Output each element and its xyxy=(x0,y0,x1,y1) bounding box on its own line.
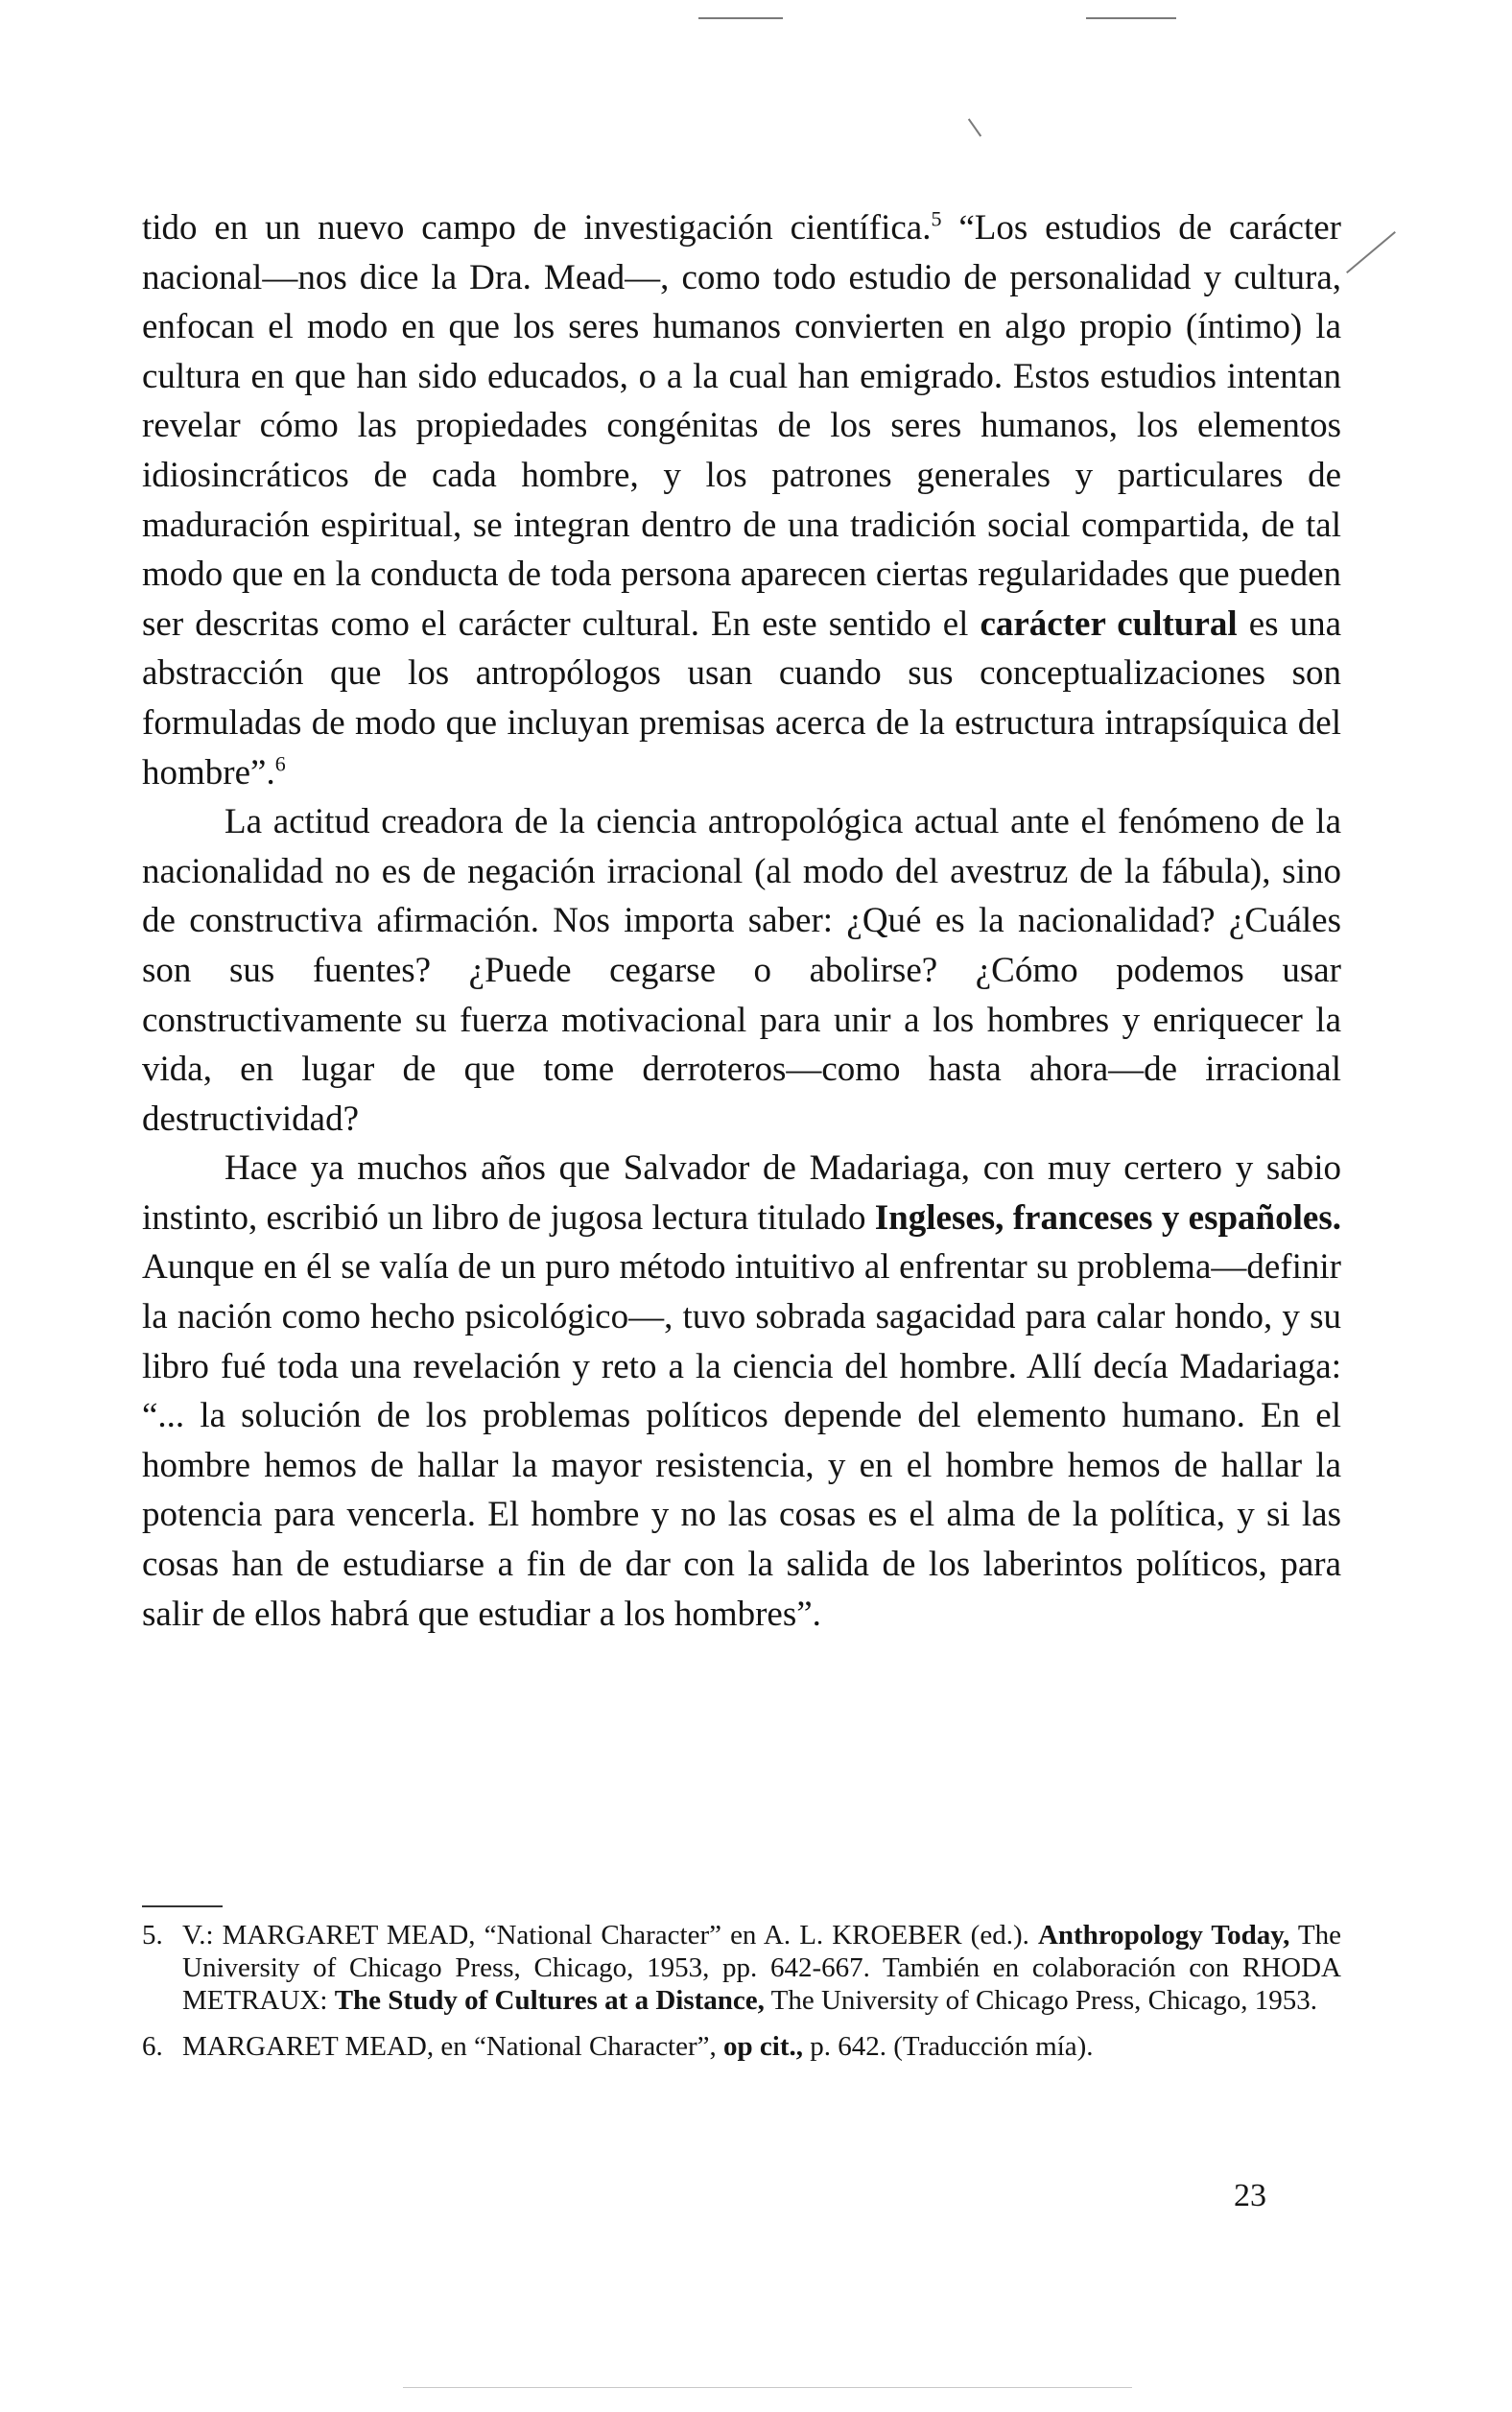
paragraph-1 xyxy=(142,203,1341,797)
scan-mark-bottom xyxy=(403,2387,1132,2388)
scan-mark-margin-check xyxy=(1346,231,1396,273)
text-segment: The University of Chicago Press, Chicago, 1953. xyxy=(764,1985,1318,2016)
footnote-marker: 5 xyxy=(931,206,942,231)
text-segment: Hace ya muchos años que Salvador de Madariaga, con muy certero y sabio instinto, escribió un libro de jugosa lectura titulado xyxy=(142,1148,1341,1238)
scan-mark-top-right xyxy=(1086,17,1176,19)
text-segment: V.: MARGARET MEAD, “National Character” en A. L. KROEBER (ed.). xyxy=(182,1920,1038,1951)
text-segment: tido en un nuevo campo de investigación científica. xyxy=(142,208,932,248)
footnotes-section xyxy=(142,1919,1341,2076)
footnote-5 xyxy=(142,1919,1341,2017)
bold-title-text: op cit., xyxy=(723,2031,803,2062)
bold-title-text: Anthropology Today, xyxy=(1037,1920,1290,1951)
paragraph-2 xyxy=(142,797,1341,1144)
scan-mark-top-tick xyxy=(968,118,981,136)
text-segment: La actitud creadora de la ciencia antropológica actual ante el fenómeno de la nacionalidad no es de negación irracional (al modo del avestruz de la fábula), sino de constructiva afirmación. Nos importa saber: ¿Qué es la nacionalidad? ¿Cuáles son sus fuentes? ¿Puede cegarse o abolirse? ¿Cómo podemos usar constructivamente su fuerza motivacional para unir a los hombres y enriquecer la vida, en lugar de que tome derroteros—como hasta ahora—de irracional destructividad? xyxy=(142,802,1341,1139)
text-segment: Aunque en él se valía de un puro método intuitivo al enfrentar su problema—definir la nación como hecho psicológico—, tuvo sobrada sagacidad para calar hondo, y su libro fué toda una revelación y reto a la ciencia del hombre. Allí decía Madariaga: “... la solución de los problemas políticos depende del elemento humano. En el hombre hemos de hallar la mayor resistencia, y en el hombre hemos de hallar la potencia para vencerla. El hombre y no las cosas es el alma de la política, y si las cosas han de estudiarse a fin de dar con la salida de los laberintos políticos, para salir de ellos habrá que estudiar a los hombres”. xyxy=(142,1247,1341,1634)
bold-title-text: The Study of Cultures at a Distance, xyxy=(334,1985,765,2016)
bold-title-text: Ingleses, franceses y españoles. xyxy=(874,1197,1341,1238)
text-segment: MARGARET MEAD, en “National Character”, xyxy=(182,2031,724,2062)
footnote-number: 5. xyxy=(142,1920,163,1951)
paragraph-3 xyxy=(142,1144,1341,1639)
page-number: 23 xyxy=(1234,2178,1266,2213)
text-segment: es una abstracción que los antropólogos usan cuando sus conceptualizaciones son formuladas de modo que incluyan premisas acerca de la estructura intrapsíquica del hombre”. xyxy=(142,603,1341,792)
body-text-block xyxy=(142,203,1341,1639)
footnote-6 xyxy=(142,2030,1341,2063)
scan-mark-top-left xyxy=(698,17,783,19)
text-segment: The University of Chicago Press, Chicago, 1953, pp. 642-667. También en colaboración con RHODA METRAUX: xyxy=(182,1920,1342,2016)
bold-title-text: carácter cultural xyxy=(980,603,1238,644)
footnote-separator xyxy=(142,1905,223,1907)
footnote-number: 6. xyxy=(142,2031,163,2062)
text-segment: p. 642. (Traducción mía). xyxy=(802,2031,1094,2062)
footnote-marker: 6 xyxy=(274,751,286,776)
text-segment: “Los estudios de carácter nacional—nos dice la Dra. Mead—, como todo estudio de personalidad y cultura, enfocan el modo en que los seres humanos convierten en algo propio (íntimo) la cultura en que han sido educados, o a la cual han emigrado. Estos estudios intentan revelar cómo las propiedades congénitas de los seres humanos, los elementos idiosincráticos de cada hombre, y los patrones generales y particulares de maduración espiritual, se integran dentro de una tradición social compartida, de tal modo que en la conducta de toda persona aparecen ciertas regularidades que pueden ser descritas como el carácter cultural. En este sentido el xyxy=(142,208,1341,644)
